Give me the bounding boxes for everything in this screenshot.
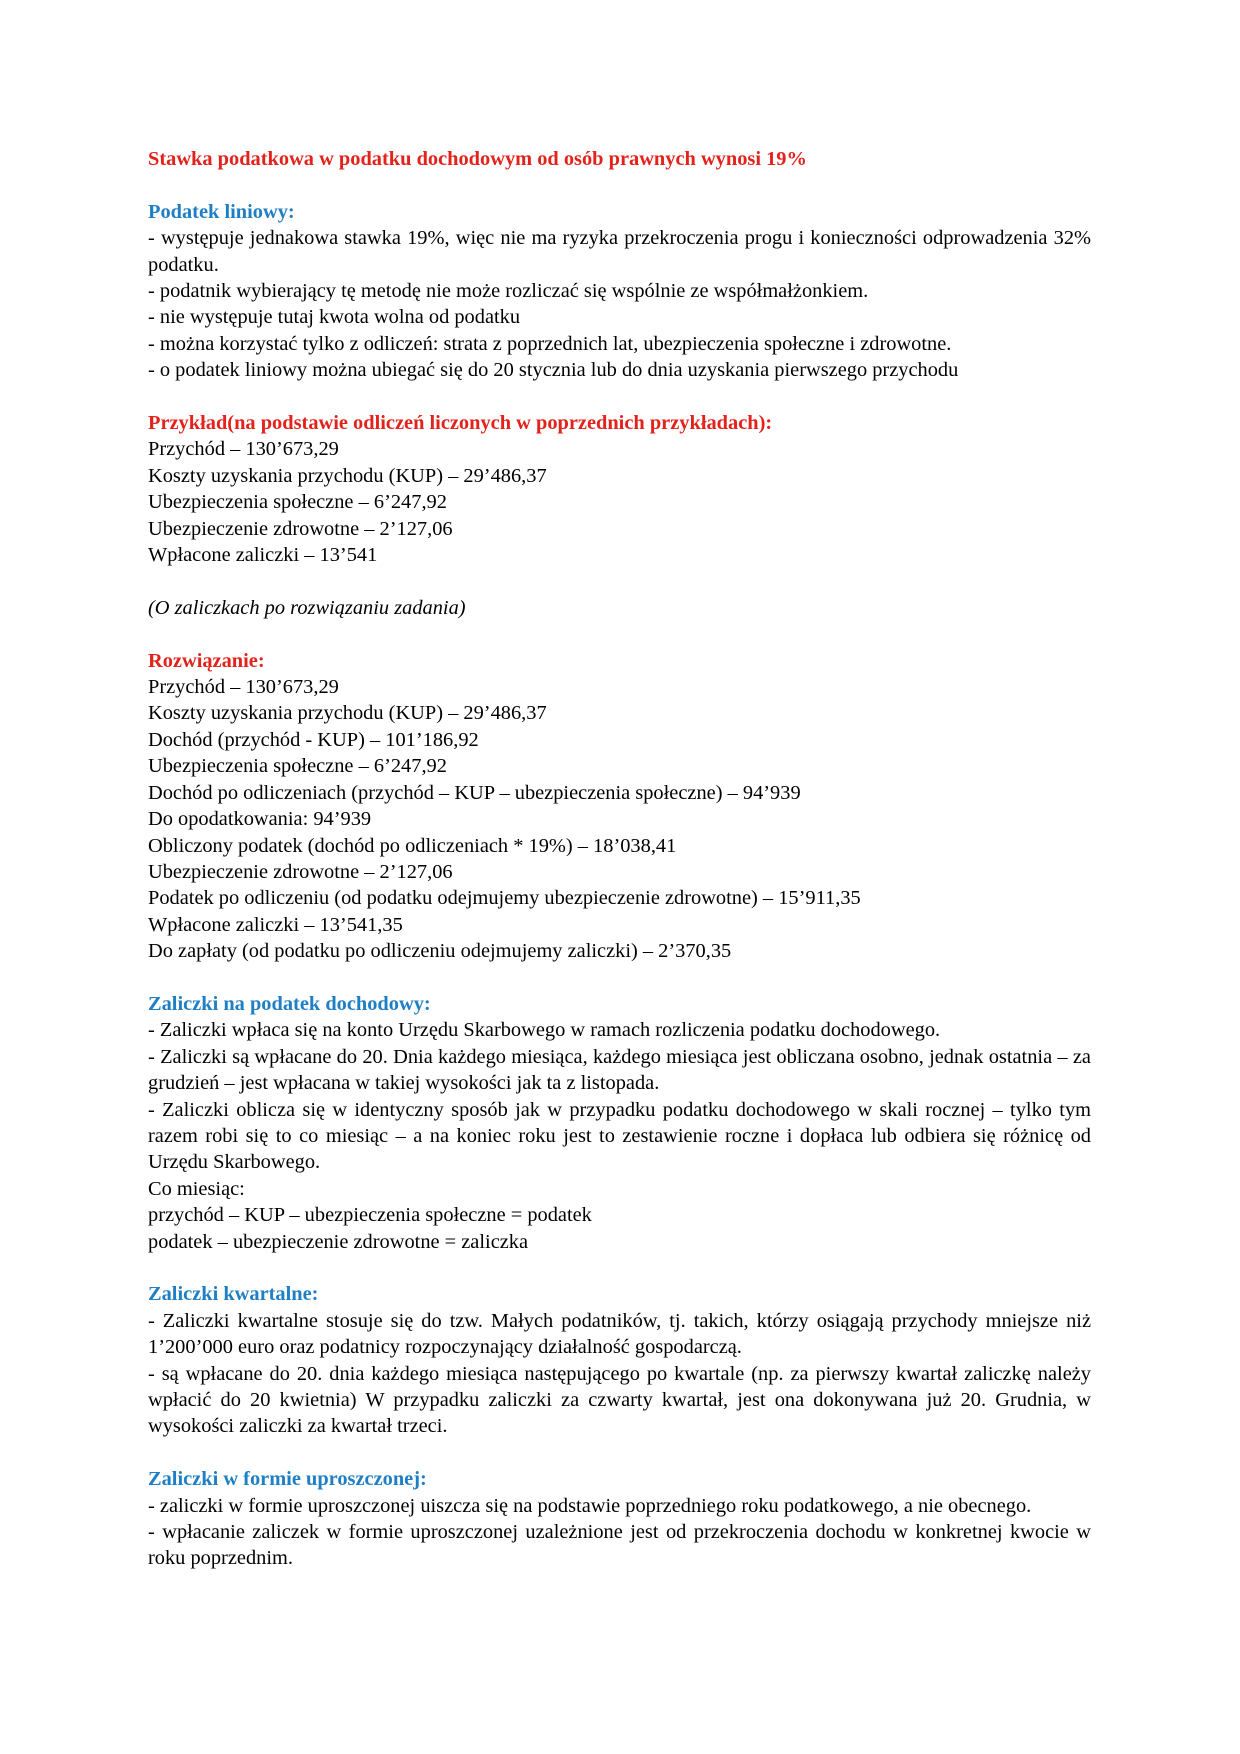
example-note: (O zaliczkach po rozwiązaniu zadania) [148,596,466,619]
spacer [148,568,1091,594]
document-page [148,146,1091,1572]
list-item: - Zaliczki kwartalne stosuje się do tzw. Małych podatników, tj. takich, którzy osiągają przychody mniejsze niż 1’200’000 euro oraz podatnicy rozpoczynający działalność gospodarczą. [148,1309,1091,1359]
spacer [148,965,1091,991]
list-item: - podatnik wybierający tę metodę nie może rozliczać się wspólnie ze współmałżonkiem. [148,280,869,303]
solution-line: Koszty uzyskania przychodu (KUP) – 29’486,37 [148,702,547,725]
example-line: Przychód – 130’673,29 [148,438,339,461]
solution-line: Do zapłaty (od podatku po odliczeniu odejmujemy zaliczki) – 2’370,35 [148,940,732,963]
list-item: - Zaliczki są wpłacane do 20. Dnia każdego miesiąca, każdego miesiąca jest obliczana osobno, jednak ostatnia – za grudzień – jest wpłacana w takiej wysokości jak ta z listopada. [148,1045,1091,1095]
solution-line: Ubezpieczenie zdrowotne – 2’127,06 [148,860,453,883]
solution-line: Dochód po odliczeniach (przychód – KUP – ubezpieczenia społeczne) – 94’939 [148,781,801,804]
list-item: - zaliczki w formie uproszczonej uiszcza się na podstawie poprzedniego roku podatkowego, a nie obecnego. [148,1494,1032,1517]
solution-line: Podatek po odliczeniu (od podatku odejmujemy ubezpieczenie zdrowotne) – 15’911,35 [148,887,861,910]
solution-line: Obliczony podatek (dochód po odliczeniach * 19%) – 18’038,41 [148,834,677,857]
formula-line: Co miesiąc: [148,1177,245,1200]
formula-line: podatek – ubezpieczenie zdrowotne = zaliczka [148,1230,529,1253]
list-item: - nie występuje tutaj kwota wolna od podatku [148,306,521,329]
formula-line: przychód – KUP – ubezpieczenia społeczne = podatek [148,1204,592,1227]
section-heading-kwartalne: Zaliczki kwartalne: [148,1283,319,1306]
example-line: Ubezpieczenie zdrowotne – 2’127,06 [148,517,453,540]
section-heading-liniowy: Podatek liniowy: [148,200,295,223]
list-item: - o podatek liniowy można ubiegać się do 20 stycznia lub do dnia uzyskania pierwszego przychodu [148,359,959,382]
section-heading-przyklad: Przykład(na podstawie odliczeń liczonych w poprzednich przykładach): [148,412,773,435]
solution-line: Do opodatkowania: 94’939 [148,808,372,831]
spacer [148,172,1091,198]
example-line: Ubezpieczenia społeczne – 6’247,92 [148,491,447,514]
section-heading-zaliczki: Zaliczki na podatek dochodowy: [148,992,431,1015]
solution-line: Ubezpieczenia społeczne – 6’247,92 [148,755,447,778]
solution-line: Przychód – 130’673,29 [148,676,339,699]
list-item: - można korzystać tylko z odliczeń: strata z poprzednich lat, ubezpieczenia społeczne i zdrowotne. [148,332,952,355]
example-line: Wpłacone zaliczki – 13’541 [148,544,378,567]
solution-line: Wpłacone zaliczki – 13’541,35 [148,913,403,936]
section-heading-uproszczona: Zaliczki w formie uproszczonej: [148,1468,427,1491]
spacer [148,1255,1091,1281]
example-line: Koszty uzyskania przychodu (KUP) – 29’486,37 [148,464,547,487]
document-title: Stawka podatkowa w podatku dochodowym od osób prawnych wynosi 19% [148,148,807,170]
solution-line: Dochód (przychód - KUP) – 101’186,92 [148,728,479,751]
list-item: - wpłacanie zaliczek w formie uproszczonej uzależnione jest od przekroczenia dochodu w konkretnej kwocie w roku poprzednim. [148,1521,1091,1570]
spacer [148,621,1091,647]
list-item: - są wpłacane do 20. dnia każdego miesiąca następującego po kwartale (np. za pierwszy kwartał zaliczkę należy wpłacić do 20 kwietnia) W przypadku zaliczki za czwarty kwartał, jest ona dokonywana już 20. Grudnia, w wysokości zaliczki za kwartał trzeci. [148,1362,1091,1438]
list-item: - Zaliczki oblicza się w identyczny sposób jak w przypadku podatku dochodowego w skali rocznej – tylko tym razem robi się to co miesiąc – a na koniec roku jest to zestawienie roczne i dopłaca lub odbiera się różnicę od Urzędu Skarbowego. [148,1098,1091,1174]
list-item: - występuje jednakowa stawka 19%, więc nie ma ryzyka przekroczenia progu i konieczności odprowadzenia 32% podatku. [148,227,1091,276]
spacer [148,384,1091,410]
spacer [148,1440,1091,1466]
list-item: - Zaliczki wpłaca się na konto Urzędu Skarbowego w ramach rozliczenia podatku dochodowego. [148,1019,941,1042]
section-heading-rozwiazanie: Rozwiązanie: [148,649,265,672]
